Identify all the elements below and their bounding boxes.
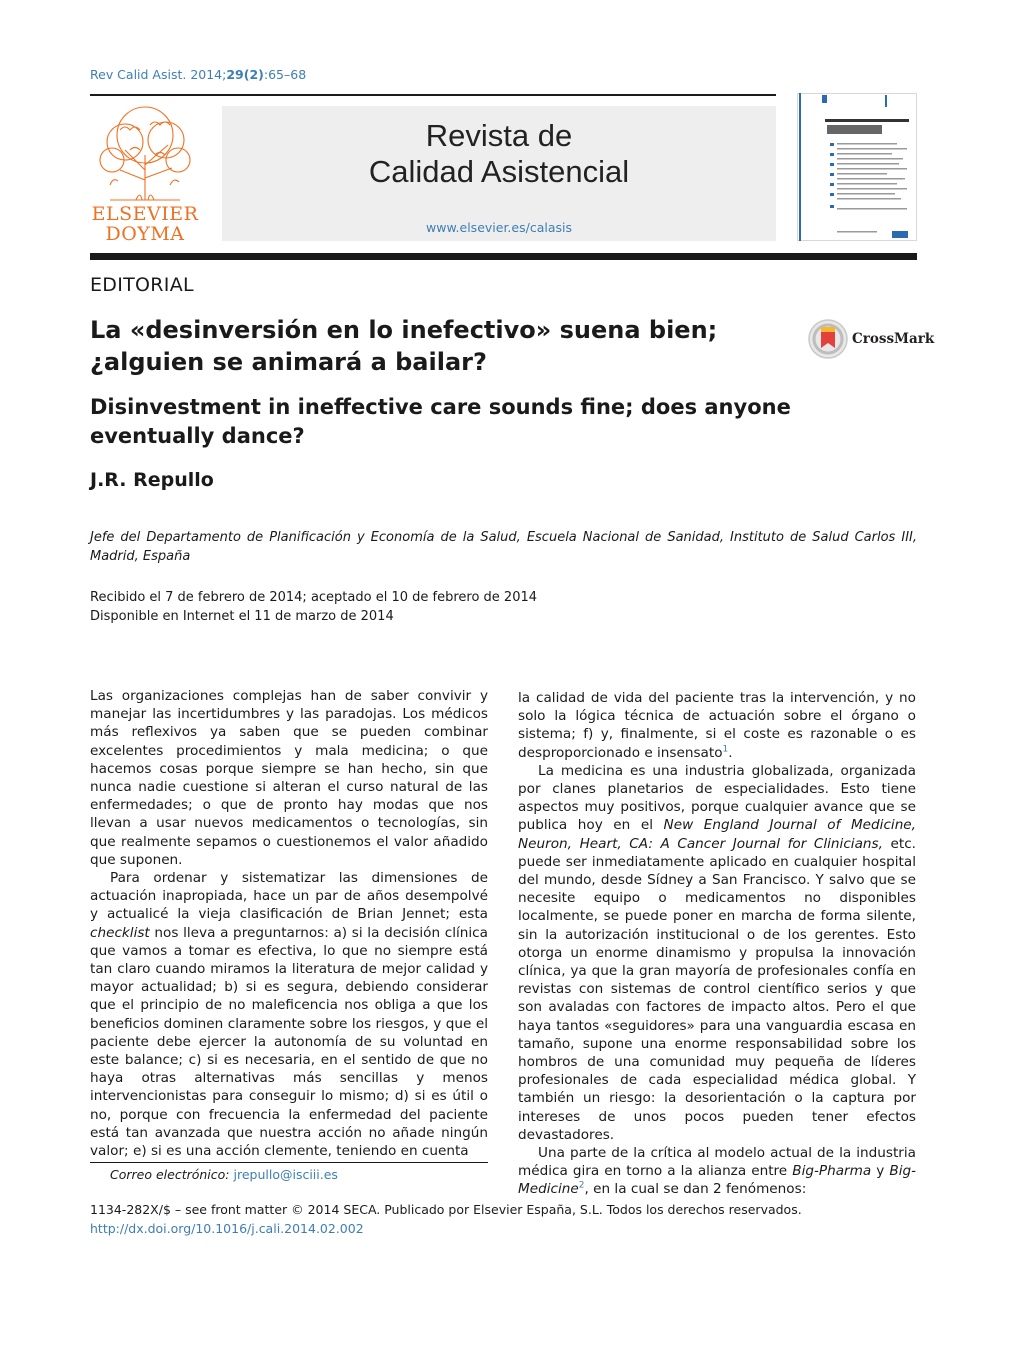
journal-url-link[interactable]: www.elsevier.es/calasis <box>426 220 572 235</box>
p5-big-pharma: Big-Pharma <box>792 1163 872 1180</box>
journal-title-line1: Revista de <box>425 118 573 153</box>
online-date: Disponible en Internet el 11 de marzo de 2014 <box>90 609 394 624</box>
p4-text-a: La medicina es una industria globalizada, organizada por clanes planetarios de especialidades. Esto tiene aspectos muy positivos, porque cualquier avance que se publica hoy en el <box>518 762 916 834</box>
citation-journal: Rev Calid Asist. 2014; <box>90 67 227 82</box>
doi-link[interactable]: http://dx.doi.org/10.1016/j.cali.2014.02.002 <box>90 1221 364 1236</box>
citation-pages: :65–68 <box>263 67 307 82</box>
header-top-rule <box>90 94 776 96</box>
article-dates <box>90 588 537 626</box>
p2-text-a: Para ordenar y sistematizar las dimensiones de actuación inapropiada, hace un par de años desempolvé y actualicé la vieja clasificación de Brian Jennet; esta <box>90 870 488 923</box>
p2-text-b: nos lleva a preguntarnos: a) si la decisión clínica que vamos a tomar es efectiva, lo que no siempre está tan claro cuando miramos la literatura de mejor calidad y mayor actualidad; b) si es segura, debiendo considerar que el principio de no maleficencia nos obliga a que los beneficios dominen claramente sobre los riesgos, y que el paciente debe ejercer la autonomía de su voluntad en este balance; c) si es necesaria, en el sentido de que no haya otras alternativas más sencillas y menos intervencionistas para conseguir lo mismo; d) si es útil o no, porque con frecuencia la enfermedad del paciente está tan avanzada que nuestra acción no añade ningún valor; e) si es una acción clemente, teniendo en cuenta <box>90 924 488 1160</box>
footnote <box>110 1167 338 1182</box>
footnote-rule <box>90 1162 488 1163</box>
paragraph-2 <box>90 869 488 1160</box>
article-author: J.R. Repullo <box>90 469 214 491</box>
paragraph-3 <box>518 689 916 762</box>
p4-text-b: etc. puede ser inmediatamente aplicado en cualquier hospital del mundo, desde Sídney a San Francisco. Y salvo que se necesite equipo o medicamentos no disponibles localmente, se puede poner en marcha de forma silente, sin la autorización institucional o de los gerentes. Esto otorga un enorme dinamismo y propulsa la innovación clínica, ya que la gran mayoría de profesionales confía en revistas con sistemas de control científico serios y que son avaladas con factores de impacto altos. Pero el que haya tantos «seguidores» para una vanguardia escasa en tamaño, supone una enorme responsabilidad sobre los hombros de una comunidad muy pequeña de líderes profesionales de cada especialidad médica global. Y también un riesgo: la desorientación o la captura por intereses de unos pocos pueden tener efectos devastadores. <box>518 835 916 1143</box>
reference-link-1[interactable]: 1 <box>722 744 729 755</box>
author-email-link[interactable]: jrepullo@isciii.es <box>233 1167 338 1182</box>
article-title: La «desinversión en lo inefectivo» suena bien; ¿alguien se animará a bailar? <box>90 316 718 376</box>
body-column-right <box>518 689 916 1199</box>
publisher-logo-text <box>90 204 200 244</box>
p3-end: . <box>728 744 733 761</box>
journal-title-line2: Calidad Asistencial <box>368 154 630 189</box>
copyright-line: 1134-282X/$ – see front matter © 2014 SECA. Publicado por Elsevier España, S.L. Todos los derechos reservados. <box>90 1202 802 1217</box>
p4-journals: New England Journal of Medicine, Neuron, Heart, CA: A Cancer Journal for Clinicians, <box>518 817 916 852</box>
publisher-line2: DOYMA <box>105 223 185 245</box>
footnote-label: Correo electrónico: <box>110 1167 230 1182</box>
body-column-left <box>90 687 488 1160</box>
p2-emphasis: checklist <box>90 924 150 941</box>
reference-link-2[interactable]: 2 <box>578 1180 585 1191</box>
p5-text-a: Una parte de la crítica al modelo actual de la industria médica gira en torno a la alianza entre <box>518 1145 916 1180</box>
received-date: Recibido el 7 de febrero de 2014; aceptado el 10 de febrero de 2014 <box>90 590 538 605</box>
author-affiliation: Jefe del Departamento de Planificación y Economía de la Salud, Escuela Nacional de Sanidad, Instituto de Salud Carlos III, Madrid, España <box>90 530 917 564</box>
p3-text: la calidad de vida del paciente tras la intervención, y no solo la lógica técnica de actuación sobre el órgano o sistema; f) y, finalmente, si el coste es razonable o es desproporcionado e insensato <box>518 690 916 761</box>
paragraph-4 <box>518 762 916 1144</box>
header-thick-rule <box>90 253 917 260</box>
p5-big-medicine: Big-Medicine <box>518 1163 917 1198</box>
paragraph-5 <box>518 1144 916 1199</box>
p5-text-b: , en la cual se dan 2 fenómenos: <box>584 1181 807 1198</box>
journal-cover-thumbnail[interactable] <box>797 93 917 241</box>
crossmark-label[interactable]: CrossMark <box>852 331 935 347</box>
journal-title <box>222 118 776 190</box>
paragraph-1: Las organizaciones complejas han de saber convivir y manejar las incertidumbres y las paradojas. Los médicos más reflexivos ya saben que se pueden combinar excelentes procedimientos y mala medicina; o que hacemos cosas porque siempre se han hecho, sin que nunca nadie cuestione si alteran el curso natural de las enfermedades; o que de pronto hay modas que nos llevan a usar nuevos medicamentos o tecnologías, sin que realmente sepamos o cuestionemos el valor añadido que suponen. <box>90 688 488 868</box>
publisher-line1: ELSEVIER <box>91 203 199 225</box>
article-subtitle: Disinvestment in ineffective care sounds fine; does anyone eventually dance? <box>90 395 791 448</box>
p5-conjunction: y <box>871 1163 890 1180</box>
citation-volume: 29(2) <box>226 67 264 82</box>
journal-citation[interactable] <box>90 67 306 82</box>
section-label: EDITORIAL <box>90 274 194 296</box>
